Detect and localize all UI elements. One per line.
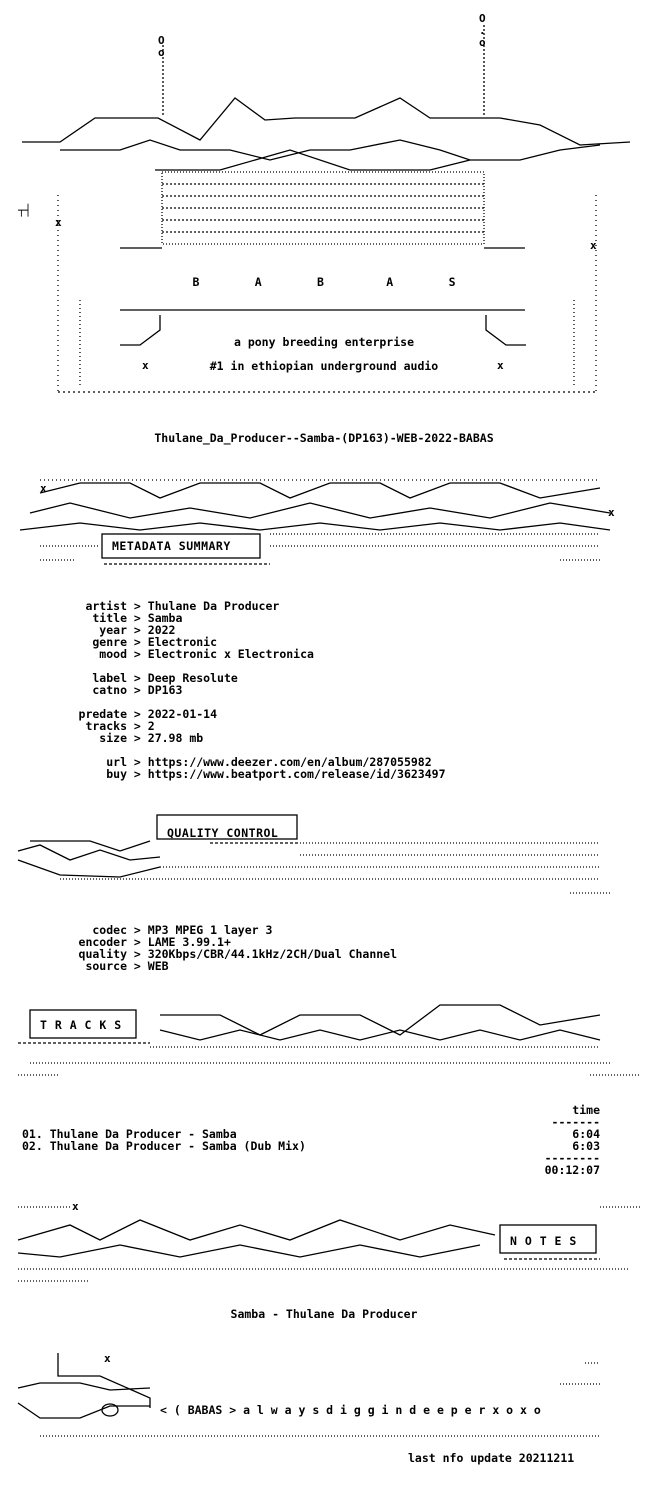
field-codec: codec > MP3 MPEG 1 layer 3 bbox=[92, 923, 273, 937]
field-genre: genre > Electronic bbox=[92, 635, 218, 649]
tagline: a pony breeding enterprise bbox=[233, 335, 414, 349]
tracks-banner-art bbox=[0, 995, 648, 1095]
svg-text:.: . bbox=[479, 24, 486, 37]
tracks-section-title: T R A C K S bbox=[40, 1018, 122, 1032]
field-quality: quality > 320Kbps/CBR/44.1kHz/2CH/Dual Channel bbox=[78, 947, 398, 961]
time-divider: ------- bbox=[551, 1115, 600, 1129]
svg-text:O: O bbox=[479, 12, 486, 25]
notes-text: Samba - Thulane Da Producer bbox=[230, 1307, 418, 1321]
tagline-underground: #1 in ethiopian underground audio bbox=[209, 359, 439, 373]
quality-fields bbox=[70, 924, 397, 972]
svg-text:x: x bbox=[142, 359, 149, 372]
svg-text:x: x bbox=[590, 239, 597, 252]
field-mood: mood > Electronic x Electronica bbox=[99, 647, 314, 661]
notes-section-title: N O T E S bbox=[510, 1234, 577, 1248]
field-label: label > Deep Resolute bbox=[92, 671, 238, 685]
svg-text:O: O bbox=[158, 34, 165, 47]
svg-text:x: x bbox=[608, 506, 615, 519]
time-header: time bbox=[572, 1103, 600, 1117]
field-source: source > WEB bbox=[85, 959, 169, 973]
last-update: last nfo update 20211211 bbox=[408, 1451, 575, 1465]
quality-banner-art bbox=[0, 805, 648, 905]
svg-text:x: x bbox=[104, 1352, 111, 1365]
svg-text:o: o bbox=[158, 46, 165, 59]
track-row: 02. Thulane Da Producer - Samba (Dub Mix) 6:03 bbox=[22, 1139, 600, 1153]
field-size: size > 27.98 mb bbox=[99, 731, 204, 745]
field-title: title > Samba bbox=[92, 611, 183, 625]
total-divider: -------- bbox=[544, 1151, 600, 1165]
footer-ascii-art bbox=[0, 1348, 648, 1448]
svg-text:o: o bbox=[479, 36, 486, 49]
release-name: Thulane_Da_Producer--Samba-(DP163)-WEB-2022-BABAS bbox=[154, 431, 494, 445]
babas-letters: B A B A S bbox=[192, 275, 456, 289]
svg-text:x: x bbox=[72, 1200, 79, 1213]
field-catno: catno > DP163 bbox=[92, 683, 183, 697]
track-row: 01. Thulane Da Producer - Samba 6:04 bbox=[22, 1127, 600, 1141]
total-time: 00:12:07 bbox=[544, 1163, 600, 1177]
svg-text:x: x bbox=[497, 359, 504, 372]
field-year: year > 2022 bbox=[99, 623, 176, 637]
field-tracks: tracks > 2 bbox=[85, 719, 155, 733]
field-buy: buy > https://www.beatport.com/release/id/3623497 bbox=[106, 767, 446, 781]
footer-slogan: < ( BABAS > a l w a y s d i g g i n d e e p e r x o x o bbox=[160, 1403, 541, 1417]
tracklist bbox=[22, 1104, 600, 1176]
field-artist: artist > Thulane Da Producer bbox=[85, 599, 280, 613]
svg-text:┬┤: ┬┤ bbox=[18, 204, 32, 217]
metadata-banner-art bbox=[0, 468, 648, 578]
field-encoder: encoder > LAME 3.99.1+ bbox=[78, 935, 231, 949]
field-url: url > https://www.deezer.com/en/album/287055982 bbox=[106, 755, 432, 769]
quality-section-title: QUALITY CONTROL bbox=[167, 826, 279, 840]
field-predate: predate > 2022-01-14 bbox=[78, 707, 218, 721]
svg-text:x: x bbox=[55, 216, 62, 229]
metadata-section-title: METADATA SUMMARY bbox=[112, 539, 231, 553]
svg-text:x: x bbox=[40, 482, 47, 495]
metadata-fields bbox=[70, 600, 446, 780]
